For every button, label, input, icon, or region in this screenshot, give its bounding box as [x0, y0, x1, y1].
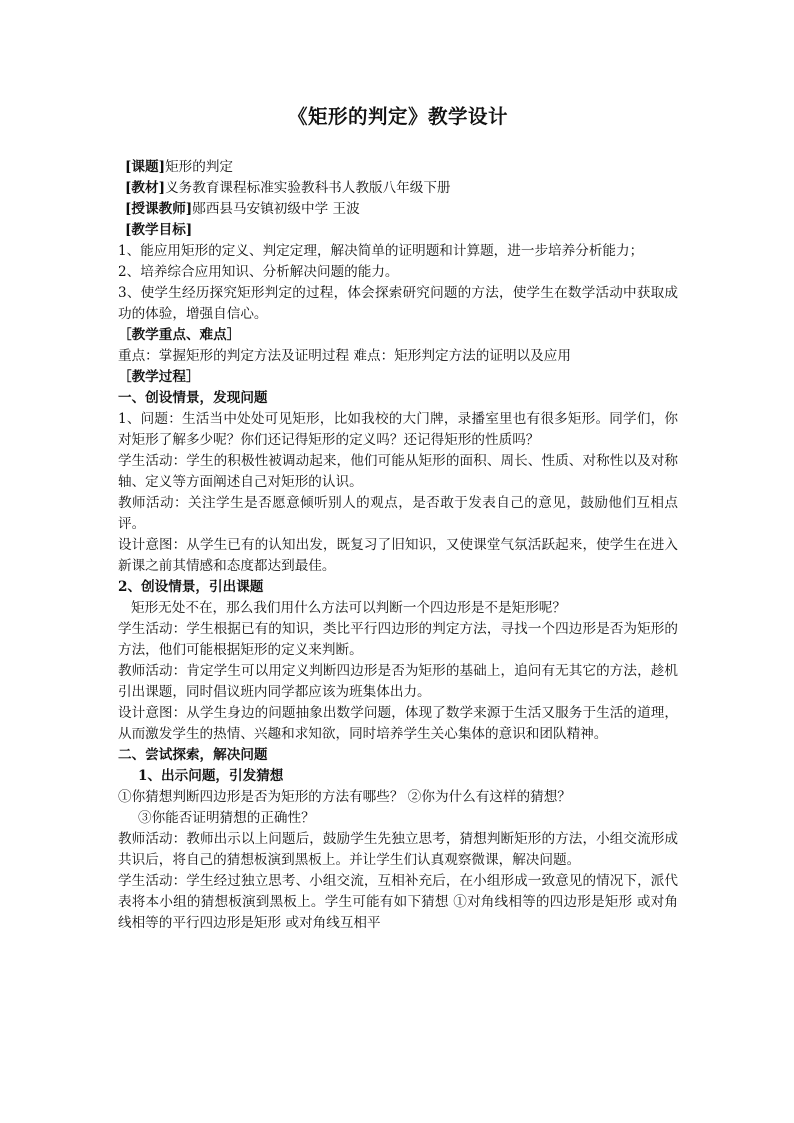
objective-item-3: 3、使学生经历探究矩形判定的过程，体会探索研究问题的方法，使学生在数学活动中获取成功的体验，增强自信心。: [118, 285, 678, 322]
section2-heading: 2、创设情景，引出课题: [118, 579, 264, 595]
document-page: [118, 105, 678, 934]
section3-student-activity: 学生活动：学生经过独立思考、小组交流，互相补充后，在小组形成一致意见的情况下，派代表将本小组的猜想板演到黑板上。学生可能有如下猜想 ①对角线相等的四边形是矩形 或对角线相等的平行四边形是矩形 或对角线互相平: [118, 873, 678, 931]
section3-teacher-activity: 教师活动：教师出示以上问题后，鼓励学生先独立思考，猜想判断矩形的方法，小组交流形成共识后，将自己的猜想板演到黑板上。并让学生们认真观察微课，解决问题。: [118, 831, 678, 868]
section1-question: 1、问题：生活当中处处可见矩形，比如我校的大门牌，录播室里也有很多矩形。同学们，你对矩形了解多少呢？你们还记得矩形的定义吗？还记得矩形的性质吗？: [118, 411, 678, 448]
section1-student-activity: 学生活动：学生的积极性被调动起来，他们可能从矩形的面积、周长、性质、对称性以及对称轴、定义等方面阐述自己对矩形的认识。: [118, 453, 678, 490]
teacher-label: [授课教师]: [125, 201, 193, 217]
document-title: 《矩形的判定》教学设计: [287, 105, 508, 128]
section2-teacher-activity: 教师活动：肯定学生可以用定义判断四边形是否为矩形的基础上，追问有无其它的方法，趁机引出课题，同时倡议班内同学都应该为班集体出力。: [118, 663, 678, 700]
textbook-label: [教材]: [125, 180, 166, 196]
objectives-heading: [教学目标]: [125, 222, 193, 238]
teacher-value: 郧西县马安镇初级中学 王波: [192, 201, 360, 217]
section2-student-activity: 学生活动：学生根据已有的知识，类比平行四边形的判定方法，寻找一个四边形是否为矩形的方法，他们可能根据矩形的定义来判断。: [118, 621, 678, 658]
topic-line: [118, 157, 678, 178]
section1-design-intent: 设计意图：从学生已有的认知出发，既复习了旧知识，又使课堂气氛活跃起来，使学生在进入新课之前其情感和态度都达到最佳。: [118, 537, 678, 574]
section3-subheading: 1、出示问题，引发猜想: [138, 768, 284, 784]
teacher-line: [118, 199, 678, 220]
section2-intro: 矩形无处不在，那么我们用什么方法可以判断一个四边形是不是矩形呢？: [131, 600, 566, 616]
objective-item-1: 1、能应用矩形的定义、判定定理，解决简单的证明题和计算题，进一步培养分析能力；: [118, 243, 644, 259]
section1-teacher-activity: 教师活动：关注学生是否愿意倾听别人的观点，是否敢于发表自己的意见，鼓励他们互相点评。: [118, 495, 678, 532]
objective-item-2: 2、培养综合应用知识、分析解决问题的能力。: [118, 264, 399, 280]
section2-design-intent: 设计意图：从学生身边的问题抽象出数学问题，体现了数学来源于生活又服务于生活的道理，从而激发学生的热情、兴趣和求知欲，同时培养学生关心集体的意识和团队精神。: [118, 705, 678, 742]
section3-questions-line2: ③你能否证明猜想的正确性？: [138, 810, 315, 826]
topic-label: [课题]: [125, 159, 166, 175]
topic-value: 矩形的判定: [165, 159, 234, 175]
section1-heading: 一、创设情景，发现问题: [118, 390, 268, 406]
textbook-line: [118, 178, 678, 199]
process-heading: ［教学过程］: [118, 369, 200, 385]
textbook-value: 义务教育课程标准实验教科书人教版八年级下册: [165, 180, 451, 196]
section3-heading: 二、尝试探索，解决问题: [118, 747, 268, 763]
section3-questions-line1: ①你猜想判断四边形是否为矩形的方法有哪些？ ②你为什么有这样的猜想？: [118, 789, 571, 805]
key-points-text: 重点：掌握矩形的判定方法及证明过程 难点：矩形判定方法的证明以及应用: [118, 348, 571, 364]
key-points-heading: ［教学重点、难点］: [118, 327, 241, 343]
